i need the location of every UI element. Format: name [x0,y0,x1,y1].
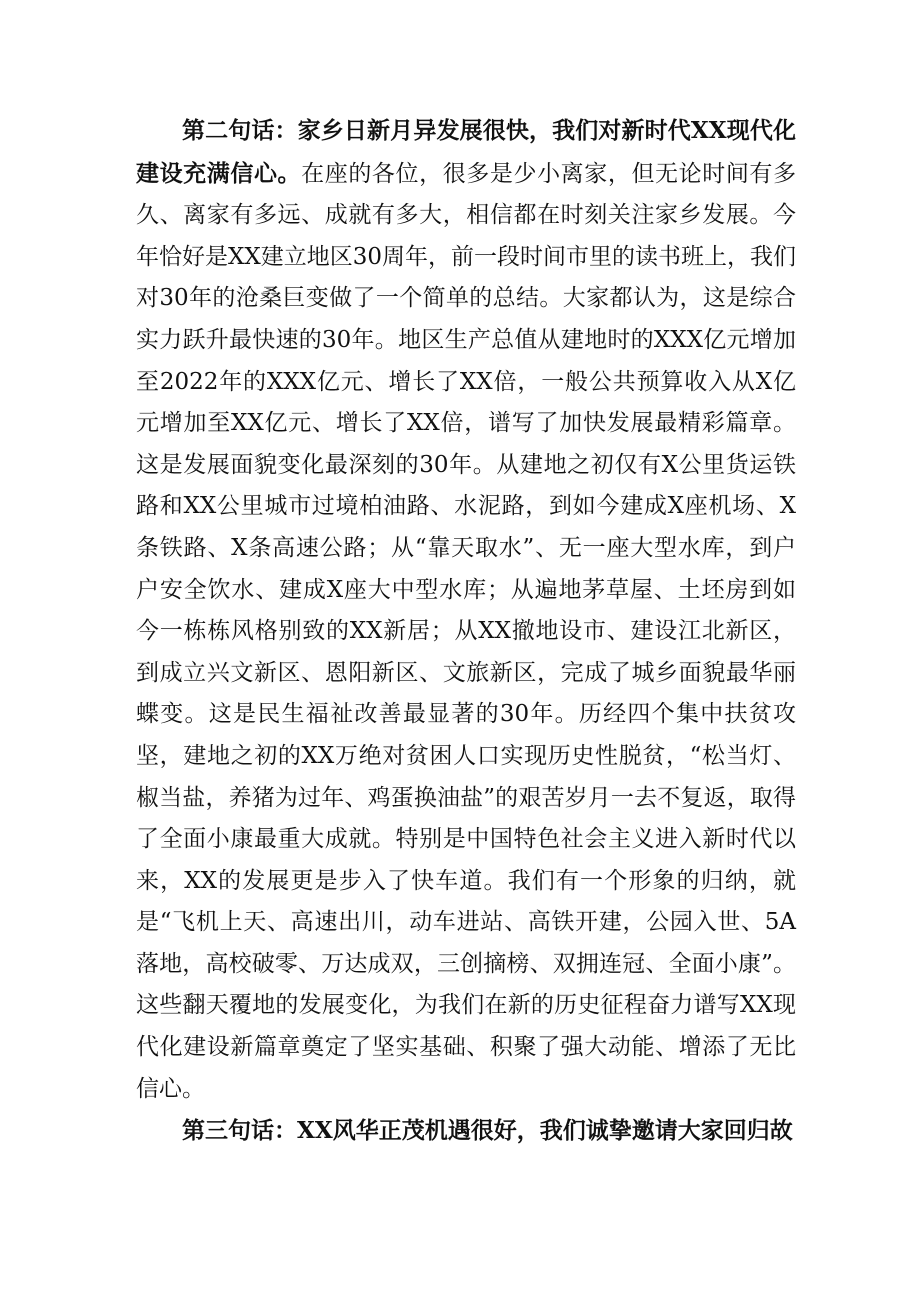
document-body [136,110,796,1153]
paragraph-heading: 第三句话：XX风华正茂机遇很好，我们诚挚邀请大家回归故 [182,1117,793,1145]
paragraph-body: 在座的各位，很多是少小离家，但无论时间有多久、离家有多远、成就有多大，相信都在时刻关注家乡发展。今年恰好是XX建立地区30周年，前一段时间市里的读书班上，我们对30年的沧桑巨变做了一个简单的总结。大家都认为，这是综合实力跃升最快速的30年。地区生产总值从建地时的XXX亿元增加至2022年的XXX亿元、增长了XX倍，一般公共预算收入从X亿元增加至XX亿元、增长了XX倍，谱写了加快发展最精彩篇章。这是发展面貌变化最深刻的30年。从建地之初仅有X公里货运铁路和XX公里城市过境柏油路、水泥路，到如今建成X座机场、X条铁路、X条高速公路；从“靠天取水”、无一座大型水库，到户户安全饮水、建成X座大中型水库；从遍地茅草屋、土坯房到如今一栋栋风格别致的XX新居；从XX撤地设市、建设江北新区，到成立兴文新区、恩阳新区、文旅新区，完成了城乡面貌最华丽蝶变。这是民生福祉改善最显著的30年。历经四个集中扶贫攻坚，建地之初的XX万绝对贫困人口实现历史性脱贫，“松当灯、椒当盐，养猪为过年、鸡蛋换油盐”的艰苦岁月一去不复返，取得了全面小康最重大成就。特别是中国特色社会主义进入新时代以来，XX的发展更是步入了快车道。我们有一个形象的归纳，就是“飞机上天、高速出川，动车进站、高铁开建，公园入世、5A落地，高校破零、万达成双，三创摘榜、双拥连冠、全面小康”。这些翻天覆地的发展变化，为我们在新的历史征程奋力谱写XX现代化建设新篇章奠定了坚实基础、积聚了强大动能、增添了无比信心。 [136,160,797,1102]
paragraph-heading: 第二句话：家乡日新月异发展很快，我们对新时代XX现代化建设充满信心。 [136,117,796,187]
paragraph-second-sentence [136,110,796,1110]
paragraph-third-sentence [136,1110,796,1153]
